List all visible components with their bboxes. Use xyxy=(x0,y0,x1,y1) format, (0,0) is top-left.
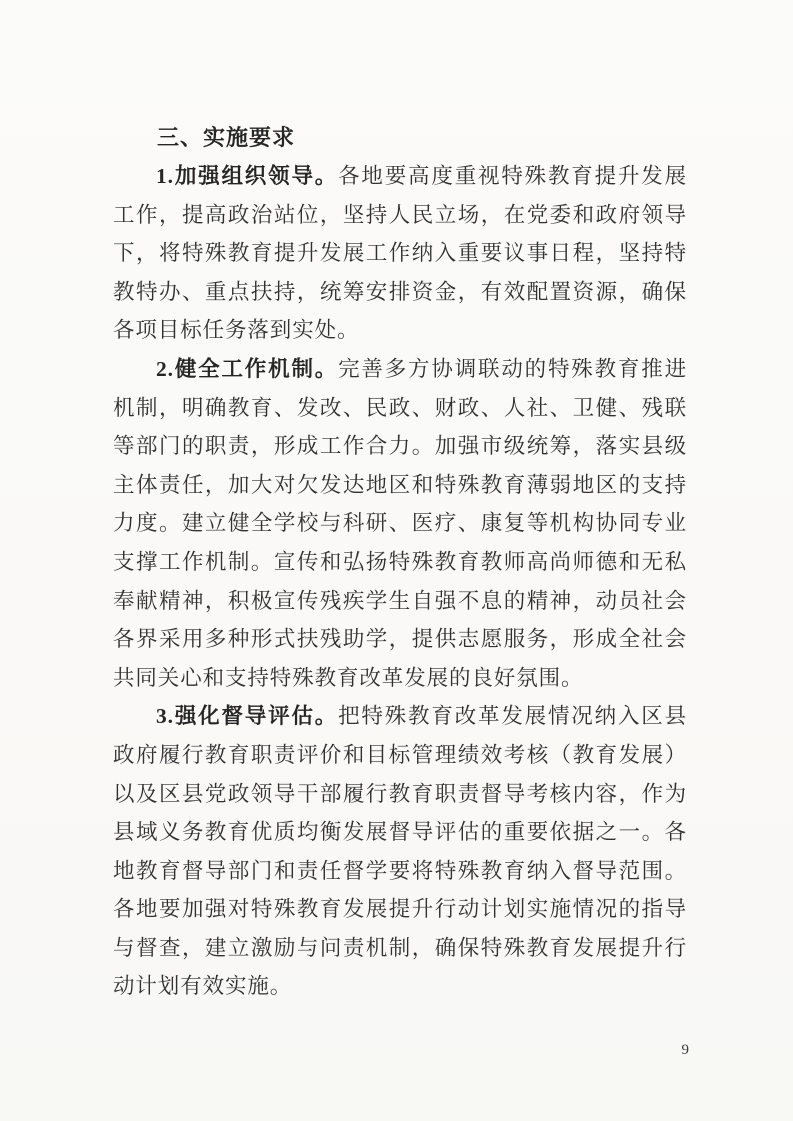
section-heading: 三、实施要求 xyxy=(157,125,296,150)
document-body xyxy=(113,118,687,1006)
paragraph-2-text: 完善多方协调联动的特殊教育推进机制，明确教育、发改、民政、财政、人社、卫健、残联等部门的职责，形成工作合力。加强市级统筹，落实县级主体责任，加大对欠发达地区和特殊教育薄弱地区的支持力度。建立健全学校与科研、医疗、康复等机构协同专业支撑工作机制。宣传和弘扬特殊教育教师高尚师德和无私奉献精神，积极宣传残疾学生自强不息的精神，动员社会各界采用多种形式扶残助学，提供志愿服务，形成全社会共同关心和支持特殊教育改革发展的良好氛围。 xyxy=(113,356,687,690)
paragraph-3-text: 把特殊教育改革发展情况纳入区县政府履行教育职责评价和目标管理绩效考核（教育发展）以及区县党政领导干部履行教育职责督导考核内容，作为县域义务教育优质均衡发展督导评估的重要依据之一。各地教育督导部门和责任督学要将特殊教育纳入督导范围。各地要加强对特殊教育发展提升行动计划实施情况的指导与督查，建立激励与问责机制，确保特殊教育发展提升行动计划有效实施。 xyxy=(113,704,687,999)
page-number: 9 xyxy=(681,1042,689,1058)
paragraph-3-lead: 3.强化督导评估。 xyxy=(156,704,339,729)
paragraph-1-text: 各地要高度重视特殊教育提升发展工作，提高政治站位，坚持人民立场，在党委和政府领导下，将特殊教育提升发展工作纳入重要议事日程，坚持特教特办、重点扶持，统筹安排资金，有效配置资源，确保各项目标任务落到实处。 xyxy=(113,164,687,343)
paragraph-2 xyxy=(113,350,687,697)
paragraph-1 xyxy=(113,157,687,350)
paragraph-2-lead: 2.健全工作机制。 xyxy=(156,356,339,381)
paragraph-1-lead: 1.加强组织领导。 xyxy=(156,164,339,188)
paragraph-3 xyxy=(113,697,687,1006)
